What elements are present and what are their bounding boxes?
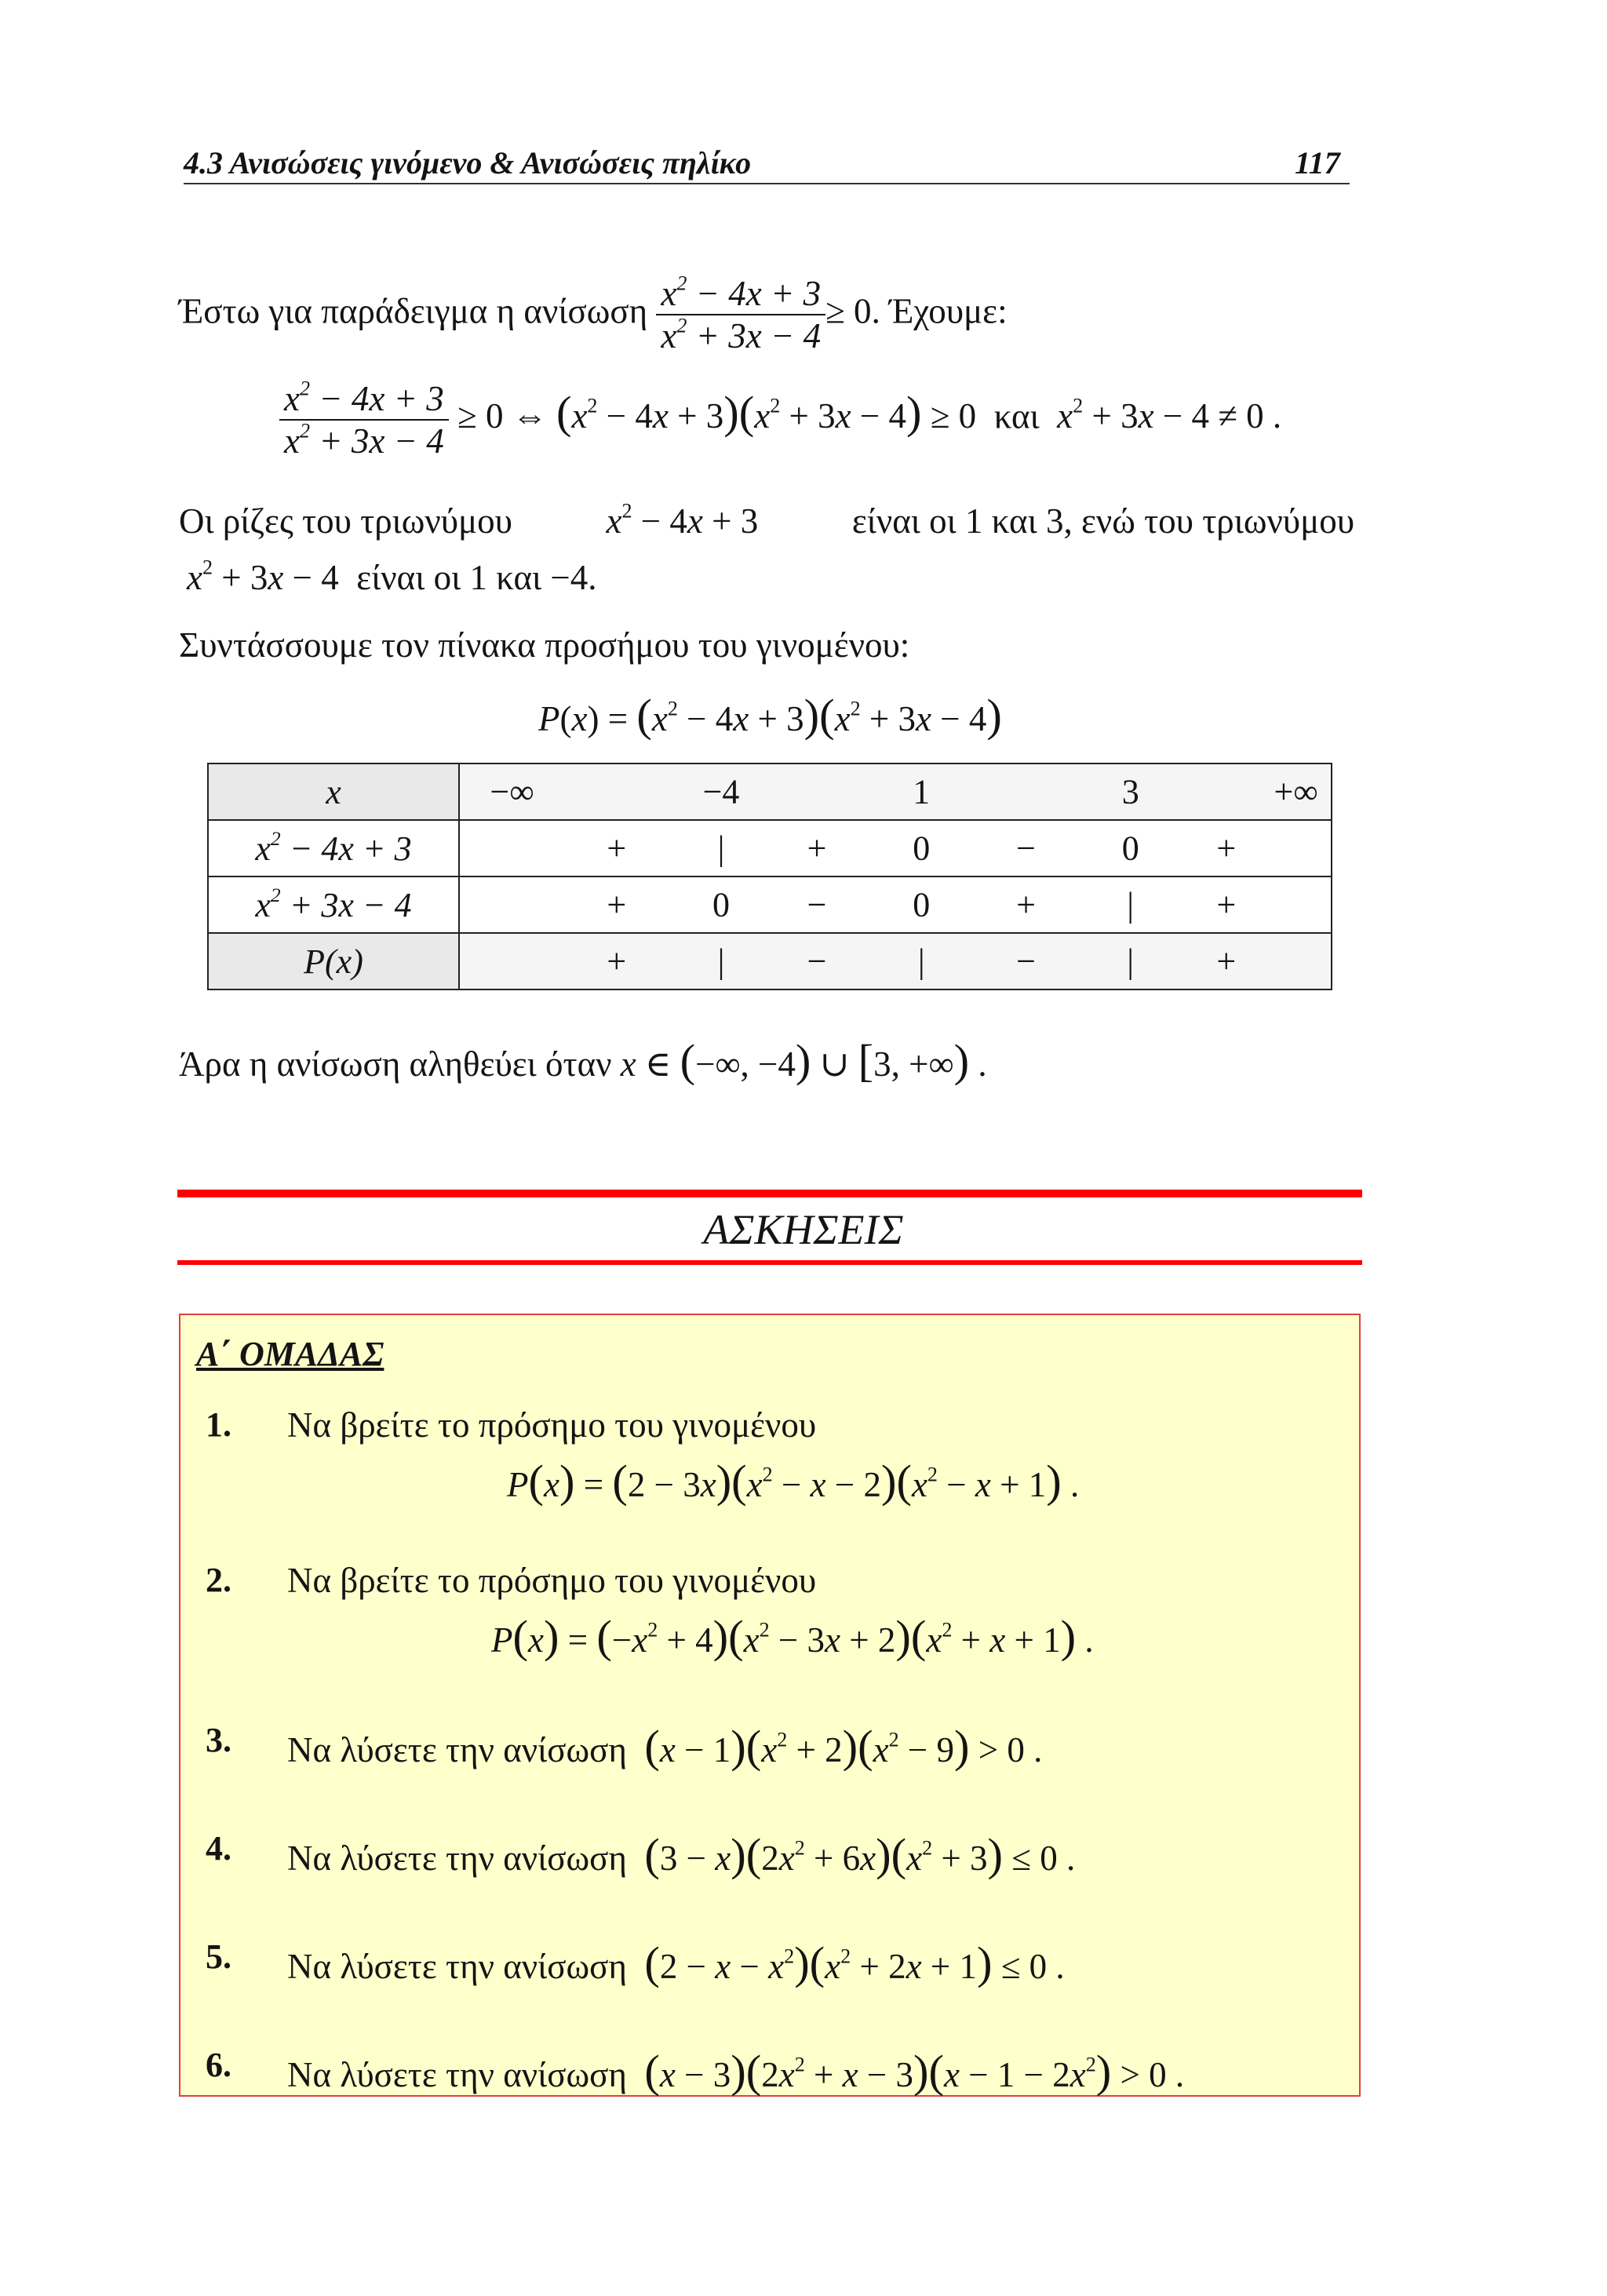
- sign-table: [207, 763, 1332, 990]
- sign-cell: 0: [712, 885, 730, 924]
- equivalence-line: [279, 378, 1281, 461]
- equivalence-formula: ≥ 0 ⇔ $(x^2 - 4x + 3)(x^2 + 3x - 4) \ge 0$: [448, 387, 994, 439]
- point: −4: [702, 772, 740, 811]
- exercise-group-title: Α΄ ΟΜΑΔΑΣ: [196, 1335, 384, 1373]
- intro-line: [179, 273, 1008, 356]
- geq-zero: ≥ 0: [825, 291, 872, 331]
- running-header-title: 4.3 Ανισώσεις γινόμενο & Ανισώσεις πηλίκο: [184, 145, 752, 180]
- exercise-line: Να λύσετε την ανίσωση $(2 - x - x^2)(x^2 + 2x + 1) \le 0$ .: [287, 1937, 1065, 1988]
- intro-after: . Έχουμε:: [871, 291, 1008, 331]
- sign-cell: +: [807, 829, 827, 868]
- sign-cell: |: [1127, 942, 1135, 981]
- exercise-formula: $(x - 3)(2x^2 + x - 3)(x - 1 - 2x^2) > 0$ .: [644, 2046, 1185, 2097]
- fraction-denominator: $x^2 + 3x - 4$: [656, 314, 825, 356]
- exercise-text: Να βρείτε το πρόσημο του γινομένου: [287, 1405, 817, 1445]
- sign-cell: |: [917, 942, 925, 981]
- point: +∞: [1274, 772, 1318, 811]
- table-row: [208, 820, 1332, 876]
- exercises-bottom-rule: [177, 1260, 1362, 1265]
- equivalence-fraction: $\frac{x^2 - 4x + 3}{x^2 + 3x - 4}$: [279, 378, 449, 461]
- conclusion-line: Άρα η ανίσωση αληθεύει όταν x ∈ (−∞, −4) ∪ [3, +∞) .: [179, 1035, 987, 1086]
- sign-cell: 0: [913, 885, 931, 924]
- page-number: 117: [1295, 145, 1340, 180]
- exercise-line: Να λύσετε την ανίσωση $(x - 3)(2x^2 + x - 3)(x - 1 - 2x^2) > 0$ .: [287, 2046, 1185, 2097]
- header-rule: [184, 183, 1350, 184]
- exercise-number: 2.: [206, 1561, 231, 1599]
- table-header-row: [208, 764, 1332, 820]
- sign-cell: |: [717, 829, 725, 868]
- sign-cell: −: [1016, 942, 1036, 981]
- sign-cell: −: [807, 942, 827, 981]
- row-label: $x^2 + 3x - 4$: [208, 876, 459, 933]
- exercise-formula: $(x - 1)(x^2 + 2)(x^2 - 9) > 0$ .: [644, 1721, 1043, 1772]
- and-word: και: [993, 396, 1040, 436]
- exercises-top-rule: [177, 1190, 1362, 1197]
- intro-lead: Έστω για παράδειγμα η ανίσωση: [179, 291, 648, 331]
- exercise-number: 3.: [206, 1721, 231, 1759]
- exercise-number: 1.: [206, 1405, 231, 1444]
- sign-cell: −: [1016, 829, 1036, 868]
- sign-cell: 0: [1121, 829, 1139, 868]
- roots-line-1: Οι ρίζες του τριωνύμου $x^2 - 4x + 3$ είναι οι 1 και 3, ενώ του τριωνύμου: [179, 499, 1354, 541]
- sign-cell: |: [717, 942, 725, 981]
- sign-cell: +: [1016, 885, 1036, 924]
- denominator-condition: $x^2 + 3x - 4 \ne 0$ .: [1057, 394, 1282, 436]
- sign-cell: 0: [913, 829, 931, 868]
- sign-cell: +: [1216, 942, 1237, 981]
- product-formula: $P(x) = (x^2 - 4x + 3)(x^2 + 3x - 4)$: [538, 690, 1002, 741]
- point: 3: [1121, 772, 1139, 811]
- exercise-line: Να λύσετε την ανίσωση $(3 - x)(2x^2 + 6x)(x^2 + 3) \le 0$ .: [287, 1829, 1076, 1880]
- table-row: [208, 933, 1332, 989]
- exercise-formula: $P(x) = (-x^2 + 4)(x^2 - 3x + 2)(x^2 + x + 1)$ .: [491, 1611, 1094, 1662]
- point: 1: [913, 772, 931, 811]
- sign-cell: +: [607, 885, 627, 924]
- exercises-title: ΑΣΚΗΣΕΙΣ: [703, 1206, 904, 1253]
- point: −∞: [490, 772, 534, 811]
- solution-set: x ∈ (−∞, −4) ∪ [3, +∞) .: [620, 1035, 987, 1086]
- trinomial-2: $x^2 + 3x - 4$: [187, 556, 357, 597]
- trinomial-1: $x^2 - 4x + 3$: [606, 499, 759, 541]
- exercise-line: Να λύσετε την ανίσωση $(x - 1)(x^2 + 2)(x^2 - 9) > 0$ .: [287, 1721, 1043, 1772]
- exercise-number: 5.: [206, 1937, 231, 1976]
- sign-cell: +: [1216, 829, 1237, 868]
- sign-cell: +: [607, 942, 627, 981]
- exercise-formula: $P(x) = (2 - 3x)(x^2 - x - 2)(x^2 - x + 1)$ .: [507, 1456, 1080, 1507]
- exercise-number: 6.: [206, 2046, 231, 2084]
- sign-cell: −: [807, 885, 827, 924]
- sign-cell: +: [607, 829, 627, 868]
- exercise-number: 4.: [206, 1829, 231, 1868]
- roots-line-2: $x^2 + 3x - 4$ είναι οι 1 και −4.: [187, 556, 597, 597]
- exercise-formula: $(3 - x)(2x^2 + 6x)(x^2 + 3) \le 0$ .: [644, 1829, 1076, 1880]
- sign-cell: +: [1216, 885, 1237, 924]
- sign-cell: |: [1127, 885, 1135, 924]
- fraction-numerator: $x^2 - 4x + 3$: [661, 272, 822, 313]
- exercise-formula: $(2 - x - x^2)(x^2 + 2x + 1) \le 0$ .: [644, 1937, 1065, 1988]
- row-label: P(x): [208, 933, 459, 989]
- row-label: $x^2 - 4x + 3$: [208, 820, 459, 876]
- intro-fraction: [656, 273, 825, 356]
- header-label: x: [208, 764, 459, 820]
- exercise-text: Να βρείτε το πρόσημο του γινομένου: [287, 1561, 817, 1600]
- table-row: [208, 876, 1332, 933]
- header-values: [459, 764, 1332, 820]
- table-intro: Συντάσσουμε τον πίνακα προσήμου του γινομένου:: [179, 625, 910, 665]
